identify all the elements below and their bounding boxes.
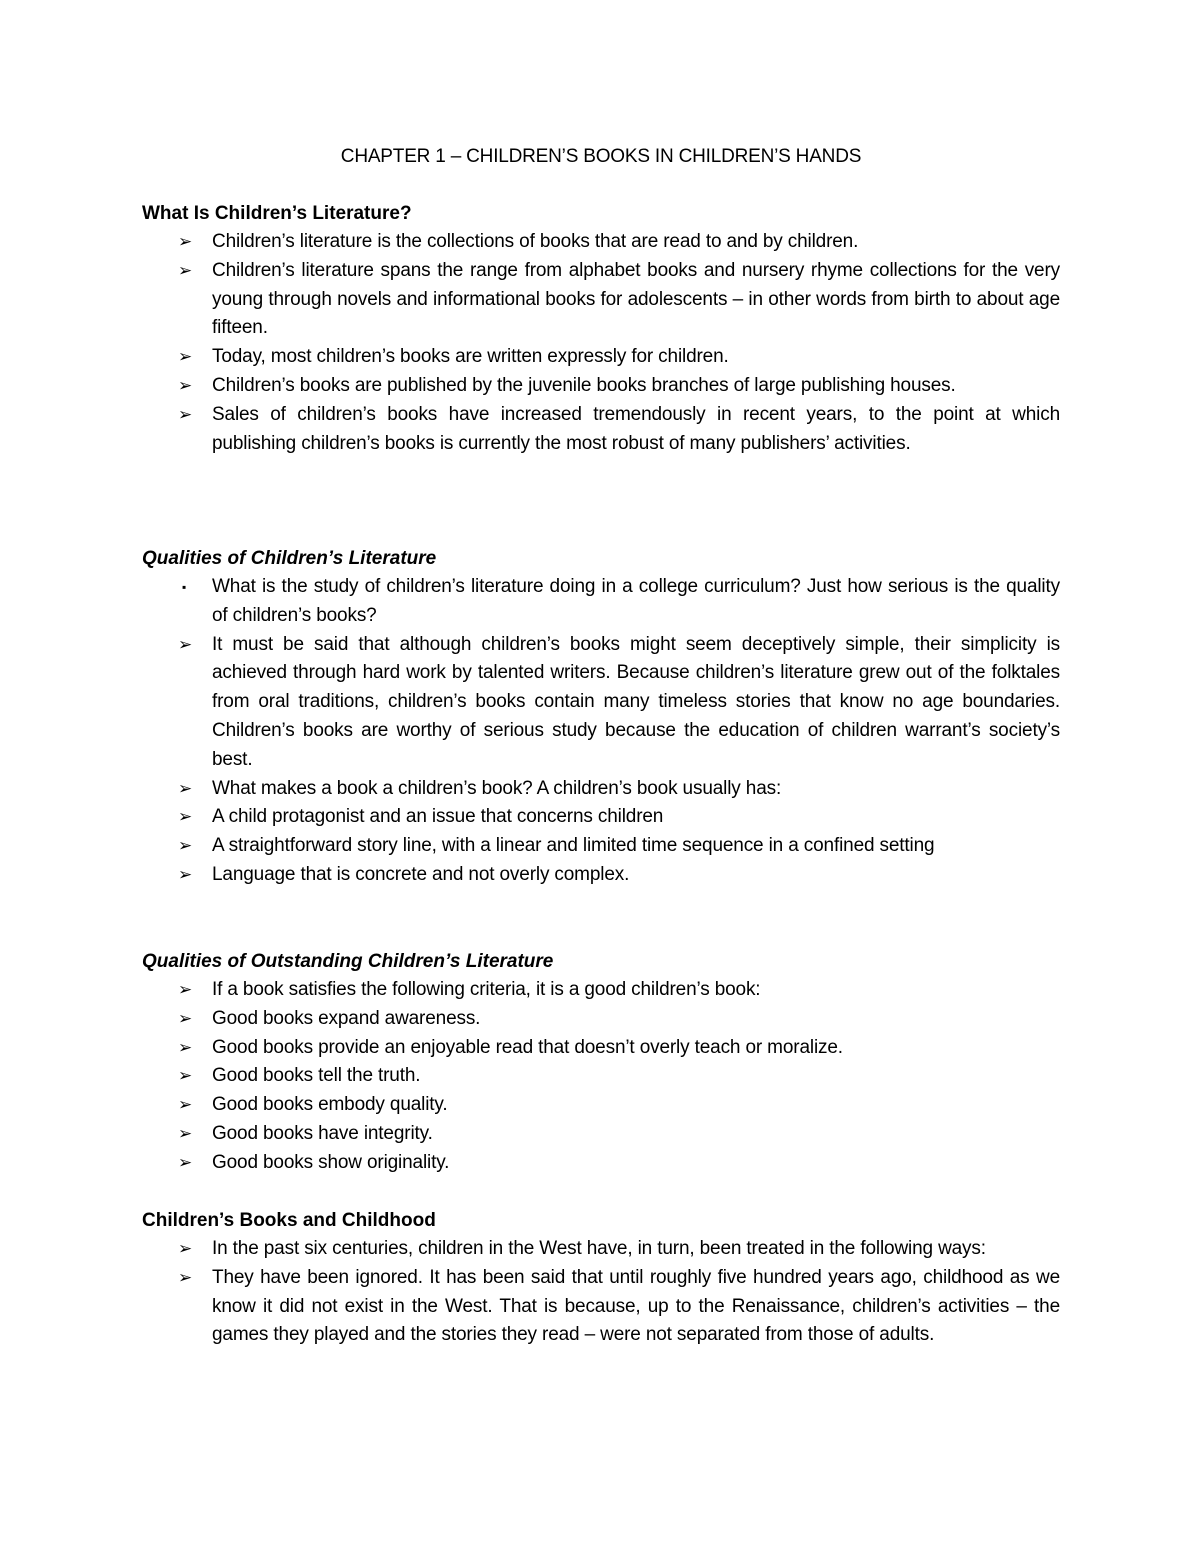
arrow-bullet-icon: ➢ xyxy=(178,1066,193,1086)
list-item-text: If a book satisfies the following criteria, it is a good children’s book: xyxy=(212,979,761,1000)
list-item xyxy=(142,401,1060,459)
section-heading: Children’s Books and Childhood xyxy=(142,1210,436,1231)
list-item-text: Children’s literature spans the range from alphabet books and nursery rhyme collections for the very young through novels and informational books for adolescents – in other words from birth to about age fifteen. xyxy=(212,259,1060,339)
list-item xyxy=(142,257,1060,343)
list-item xyxy=(142,228,1060,257)
list-item xyxy=(142,1034,1060,1063)
list-item-text: What makes a book a children’s book? A children’s book usually has: xyxy=(212,777,782,799)
bullet-list xyxy=(142,976,1060,1178)
list-item xyxy=(142,832,1060,861)
arrow-bullet-icon: ➢ xyxy=(178,232,193,251)
arrow-bullet-icon: ➢ xyxy=(178,1123,193,1143)
list-item xyxy=(142,861,1060,890)
arrow-bullet-icon: ➢ xyxy=(178,347,193,367)
list-item xyxy=(142,1149,1060,1178)
section-qualities-of-outstanding-childrens-literature xyxy=(142,947,1060,1178)
arrow-bullet-icon: ➢ xyxy=(178,260,193,280)
list-item-text: What is the study of children’s literature doing in a college curriculum? Just how serious is the quality of children’s books? xyxy=(212,576,1060,626)
arrow-bullet-icon: ➢ xyxy=(178,1152,193,1172)
list-item-text: Good books show originality. xyxy=(212,1151,450,1173)
arrow-bullet-icon: ➢ xyxy=(178,404,193,424)
list-item-text: A child protagonist and an issue that concerns children xyxy=(212,806,664,828)
list-item xyxy=(142,631,1060,775)
list-item xyxy=(142,343,1060,372)
arrow-bullet-icon: ➢ xyxy=(178,1239,193,1258)
list-item xyxy=(142,1120,1060,1149)
list-item xyxy=(142,1005,1060,1034)
arrow-bullet-icon: ➢ xyxy=(178,1095,193,1115)
section-childrens-books-and-childhood xyxy=(142,1206,1060,1350)
arrow-bullet-icon: ➢ xyxy=(178,980,193,999)
list-item-text: Good books provide an enjoyable read that doesn’t overly teach or moralize. xyxy=(212,1036,843,1058)
bullet-list xyxy=(142,573,1060,890)
arrow-bullet-icon: ➢ xyxy=(178,1267,193,1287)
list-item-text: Today, most children’s books are written expressly for children. xyxy=(212,346,729,368)
list-item xyxy=(142,372,1060,401)
list-item-text: In the past six centuries, children in the West have, in turn, been treated in the following ways: xyxy=(212,1238,986,1259)
list-item xyxy=(142,775,1060,804)
arrow-bullet-icon: ➢ xyxy=(178,1008,193,1028)
list-item-text: Children’s books are published by the juvenile books branches of large publishing houses. xyxy=(212,374,956,396)
list-item xyxy=(142,976,1060,1005)
arrow-bullet-icon: ➢ xyxy=(178,634,193,654)
list-item-text: Children’s literature is the collections of books that are read to and by children. xyxy=(212,231,859,252)
bullet-list xyxy=(142,228,1060,458)
square-bullet-icon: ▪ xyxy=(182,580,187,594)
list-item-text: It must be said that although children’s books might seem deceptively simple, their simplicity is achieved through hard work by talented writers. Because children’s literature grew out of the folktales from oral traditions, children’s books contain many timeless stories that know no age boundaries. Children’s books are worthy of serious study because the education of children warrant’s society’s best. xyxy=(212,633,1060,770)
section-qualities-of-childrens-literature xyxy=(142,544,1060,890)
list-item xyxy=(142,1264,1060,1350)
list-item xyxy=(142,1235,1060,1264)
arrow-bullet-icon: ➢ xyxy=(178,375,193,395)
list-item-text: Sales of children’s books have increased tremendously in recent years, to the point at which publishing children’s books is currently the most robust of many publishers’ activities. xyxy=(212,403,1060,454)
list-item-text: Language that is concrete and not overly complex. xyxy=(212,863,630,885)
list-item xyxy=(142,1062,1060,1091)
list-item-text: A straightforward story line, with a linear and limited time sequence in a confined setting xyxy=(212,835,935,857)
arrow-bullet-icon: ➢ xyxy=(178,778,193,798)
section-heading: What Is Children’s Literature? xyxy=(142,203,412,224)
bullet-list xyxy=(142,1235,1060,1350)
list-item-text: Good books tell the truth. xyxy=(212,1065,421,1087)
list-item-text: Good books have integrity. xyxy=(212,1122,433,1144)
list-item-text: Good books expand awareness. xyxy=(212,1007,481,1029)
list-item xyxy=(142,1091,1060,1120)
list-item-text: They have been ignored. It has been said that until roughly five hundred years ago, childhood as we know it did not exist in the West. That is because, up to the Renaissance, children’s activities – the games they played and the stories they read – were not separated from those of adults. xyxy=(212,1266,1060,1346)
section-what-is-childrens-literature xyxy=(142,199,1060,458)
list-item xyxy=(142,573,1060,631)
chapter-title: CHAPTER 1 – CHILDREN’S BOOKS IN CHILDREN’S HANDS xyxy=(340,146,862,167)
arrow-bullet-icon: ➢ xyxy=(178,807,193,827)
arrow-bullet-icon: ➢ xyxy=(178,864,193,884)
list-item xyxy=(142,803,1060,832)
arrow-bullet-icon: ➢ xyxy=(178,1037,193,1057)
section-heading: Qualities of Outstanding Children’s Literature xyxy=(142,951,554,972)
section-heading: Qualities of Children’s Literature xyxy=(142,548,437,569)
arrow-bullet-icon: ➢ xyxy=(178,836,193,856)
list-item-text: Good books embody quality. xyxy=(212,1094,448,1116)
